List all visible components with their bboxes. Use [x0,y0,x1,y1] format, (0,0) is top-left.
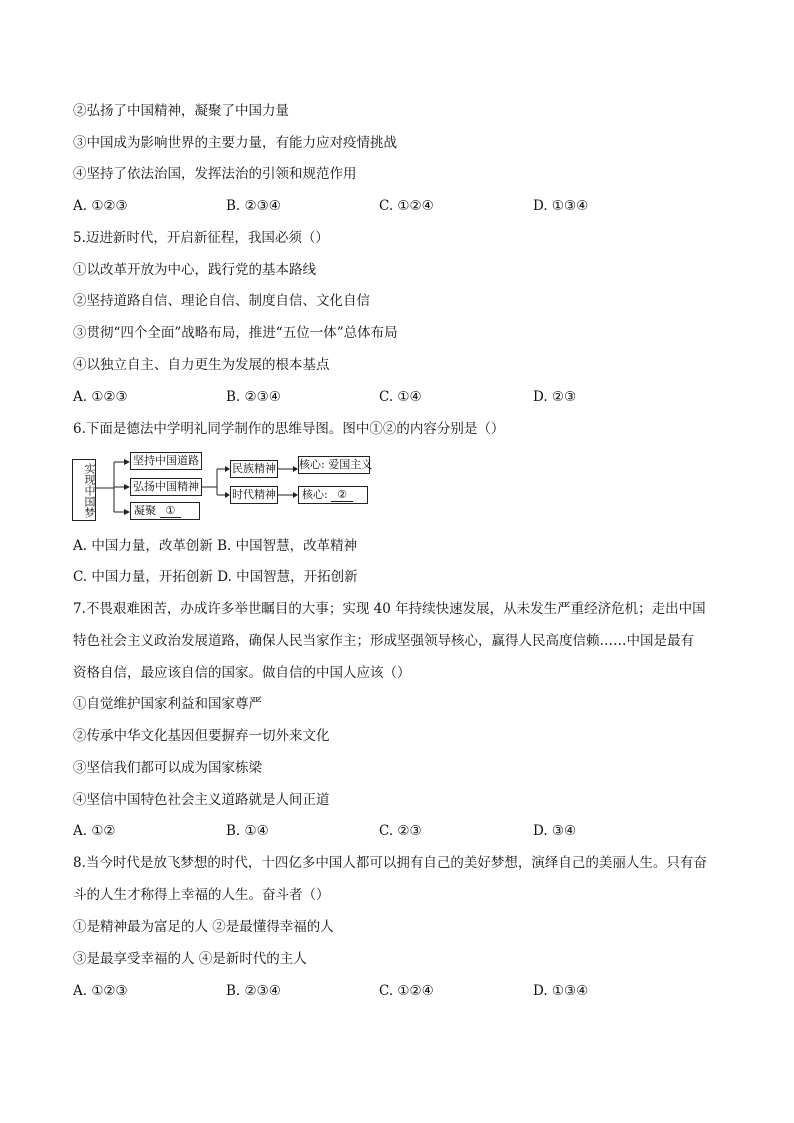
q4-item-3: ③中国成为影响世界的主要力量，有能力应对疫情挑战 [73,135,397,151]
mind-map-root: 实现中国梦 [72,459,96,521]
q5-option-d: D. ②③ [533,389,577,405]
mind-map-branch-gather [130,502,200,520]
q4-options [73,196,723,216]
q7-item-2: ②传承中华文化基因但要摒弃一切外来文化 [73,728,330,744]
q7-option-a: A. ①② [73,823,116,839]
q7-stem-line-3: 资格自信，最应该自信的国家。做自信的中国人应该（） [73,665,411,681]
blank-2: ② [331,489,353,502]
q7-item-4: ④坚信中国特色社会主义道路就是人间正道 [73,792,330,808]
q5-option-b: B. ②③④ [226,389,281,405]
q4-option-c: C. ①②④ [379,198,434,214]
blank-1: ① [160,505,182,518]
mind-map-gather-label: 凝聚 [134,504,156,517]
mind-map-era-spirit: 时代精神 [230,486,278,504]
q7-stem-line-2: 特色社会主义政治发展道路，确保人民当家作主；形成坚强领导核心，赢得人民高度信赖……中国是最有 [73,633,694,649]
q8-stem-line-2: 斗的人生才称得上幸福的人生。奋斗者（） [73,887,330,903]
mind-map-branch-road: 坚持中国道路 [130,452,202,470]
mind-map-core-patriotism: 核心: 爱国主义 [298,456,370,474]
q6-options-cd: C. 中国力量，开拓创新 D. 中国智慧，开拓创新 [73,569,358,585]
q4-option-d: D. ①③④ [533,198,589,214]
mind-map-national-spirit: 民族精神 [230,460,278,478]
q8-items-3-4: ③是最享受幸福的人 ④是新时代的主人 [73,951,307,967]
mind-map-branch-spirit: 弘扬中国精神 [130,478,202,496]
mind-map-core2-label: 核心: [302,488,328,501]
q7-option-b: B. ①④ [226,823,269,839]
q6-stem: 6.下面是德法中学明礼同学制作的思维导图。图中①②的内容分别是（） [73,421,505,437]
mind-map-diagram [72,452,382,522]
q8-option-a: A. ①②③ [73,983,128,999]
q5-item-3: ③贯彻“四个全面”战略布局，推进“五位一体”总体布局 [73,325,398,341]
q4-item-2: ②弘扬了中国精神，凝聚了中国力量 [73,103,289,119]
q6-options-ab: A. 中国力量，改革创新 B. 中国智慧，改革精神 [73,538,358,554]
q5-stem: 5.迈进新时代，开启新征程，我国必须（） [73,230,329,246]
q8-option-d: D. ①③④ [533,983,589,999]
q4-item-4: ④坚持了依法治国，发挥法治的引领和规范作用 [73,166,357,182]
q7-item-3: ③坚信我们都可以成为国家栋梁 [73,760,262,776]
q5-item-4: ④以独立自主、自力更生为发展的根本基点 [73,357,330,373]
q8-items-1-2: ①是精神最为富足的人 ②是最懂得幸福的人 [73,919,334,935]
q8-options [73,981,723,1001]
q8-option-b: B. ②③④ [226,983,281,999]
q8-stem-line-1: 8.当今时代是放飞梦想的时代，十四亿多中国人都可以拥有自己的美好梦想，演绎自己的美丽人生。只有奋 [73,855,707,871]
q5-options [73,387,723,407]
q5-item-1: ①以改革开放为中心，践行党的基本路线 [73,262,316,278]
q5-item-2: ②坚持道路自信、理论自信、制度自信、文化自信 [73,293,370,309]
q8-option-c: C. ①②④ [379,983,434,999]
q7-options [73,821,723,841]
q4-option-a: A. ①②③ [73,198,128,214]
q7-item-1: ①自觉维护国家利益和国家尊严 [73,696,262,712]
q4-option-b: B. ②③④ [226,198,281,214]
q5-option-c: C. ①④ [379,389,422,405]
mind-map-core-blank [298,486,368,504]
q7-option-d: D. ③④ [533,823,577,839]
q7-option-c: C. ②③ [379,823,422,839]
q7-stem-line-1: 7.不畏艰难困苦，办成许多举世瞩目的大事；实现 40 年持续快速发展，从未发生严重经济危机；走出中国 [73,601,706,617]
q5-option-a: A. ①②③ [73,389,128,405]
